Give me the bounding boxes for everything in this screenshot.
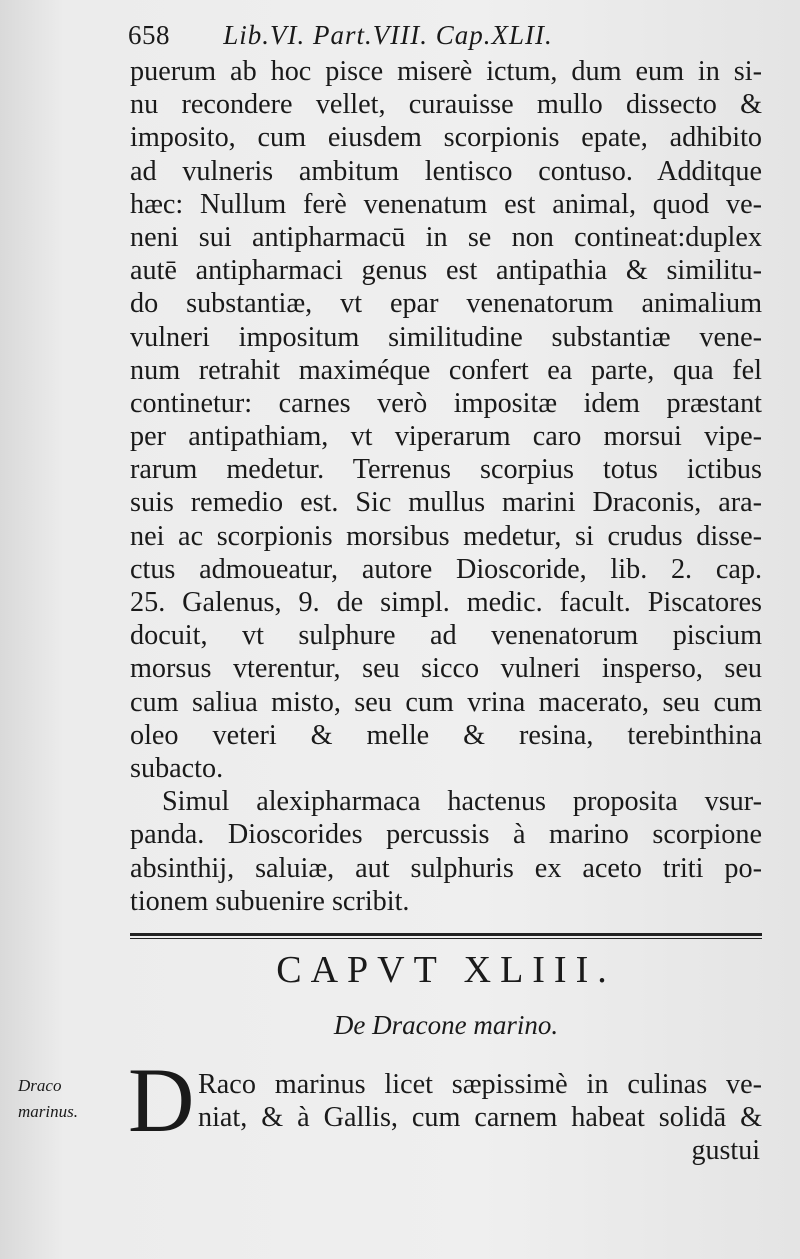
drop-cap: D [128, 1049, 195, 1151]
text-line: do substantiæ, vt epar venenatorum animalium [130, 288, 762, 320]
running-head [128, 20, 728, 51]
chapter-text-line: niat, & à Gallis, cum carnem habeat solidā & [198, 1102, 762, 1134]
running-title: Lib.VI. Part.VIII. Cap.XLII. [223, 20, 553, 50]
catchword: gustui [691, 1135, 760, 1166]
chapter-title: CAPVT XLIII. [276, 949, 616, 991]
text-line: morsus vterentur, seu sicco vulneri insperso, seu [130, 653, 762, 685]
text-line: nu recondere vellet, curauisse mullo dissecto & [130, 89, 762, 121]
text-line: tionem subuenire scribit. [130, 885, 410, 917]
text-line: vulneri impositum similitudine substantiæ vene- [130, 321, 762, 353]
text-line: imposito, cum eiusdem scorpionis epate, adhibito [130, 122, 762, 154]
chapter-subtitle: De Dracone marino. [333, 1010, 559, 1040]
text-line: panda. Dioscorides percussis à marino scorpione [130, 819, 762, 851]
chapter-text-line: Raco marinus licet sæpissimè in culinas ve- [198, 1069, 762, 1100]
chapter-text [198, 1068, 762, 1134]
text-line: ctus admoueatur, autore Dioscoride, lib. 2. cap. [130, 553, 762, 585]
text-line: rarum medetur. Terrenus scorpius totus ictibus [130, 454, 762, 486]
margin-note-line-2: marinus. [18, 1102, 78, 1121]
text-line: puerum ab hoc pisce miserè ictum, dum eum in si- [130, 56, 762, 87]
show-through-text [20, 492, 24, 509]
text-line: ad vulneris ambitum lentisco contuso. Additque [130, 155, 762, 187]
text-line: hæc: Nullum ferè venenatum est animal, quod ve- [130, 188, 762, 220]
text-line: nei ac scorpionis morsibus medetur, si crudus disse- [130, 520, 762, 552]
text-line: oleo veteri & melle & resina, terebinthina [130, 719, 762, 751]
text-line: neni sui antipharmacū in se non contineat:duplex [130, 221, 762, 253]
text-line: continetur: carnes verò impositæ idem præstant [130, 387, 762, 419]
margin-note [18, 1073, 118, 1125]
body-text [130, 55, 762, 918]
text-line: autē antipharmaci genus est antipathia & similitu- [130, 255, 762, 287]
text-line: absinthij, saluiæ, aut sulphuris ex aceto triti po- [130, 852, 762, 884]
page-number: 658 [128, 20, 170, 50]
text-line: cum saliua misto, seu cum vrina macerato, seu cum [130, 686, 762, 718]
text-line: num retrahit maximéque confert ea parte, qua fel [130, 354, 762, 386]
margin-note-line-1: Draco [18, 1076, 62, 1095]
text-line: per antipathiam, vt viperarum caro morsui vipe- [130, 421, 762, 453]
text-line: docuit, vt sulphure ad venenatorum piscium [130, 620, 762, 652]
text-line: Simul alexipharmaca hactenus proposita vsur- [162, 786, 762, 818]
text-line: suis remedio est. Sic mullus marini Draconis, ara- [130, 487, 762, 519]
text-line: 25. Galenus, 9. de simpl. medic. facult. Piscatores [130, 587, 762, 618]
chapter-divider-rule [130, 933, 762, 939]
text-line: subacto. [130, 752, 224, 784]
